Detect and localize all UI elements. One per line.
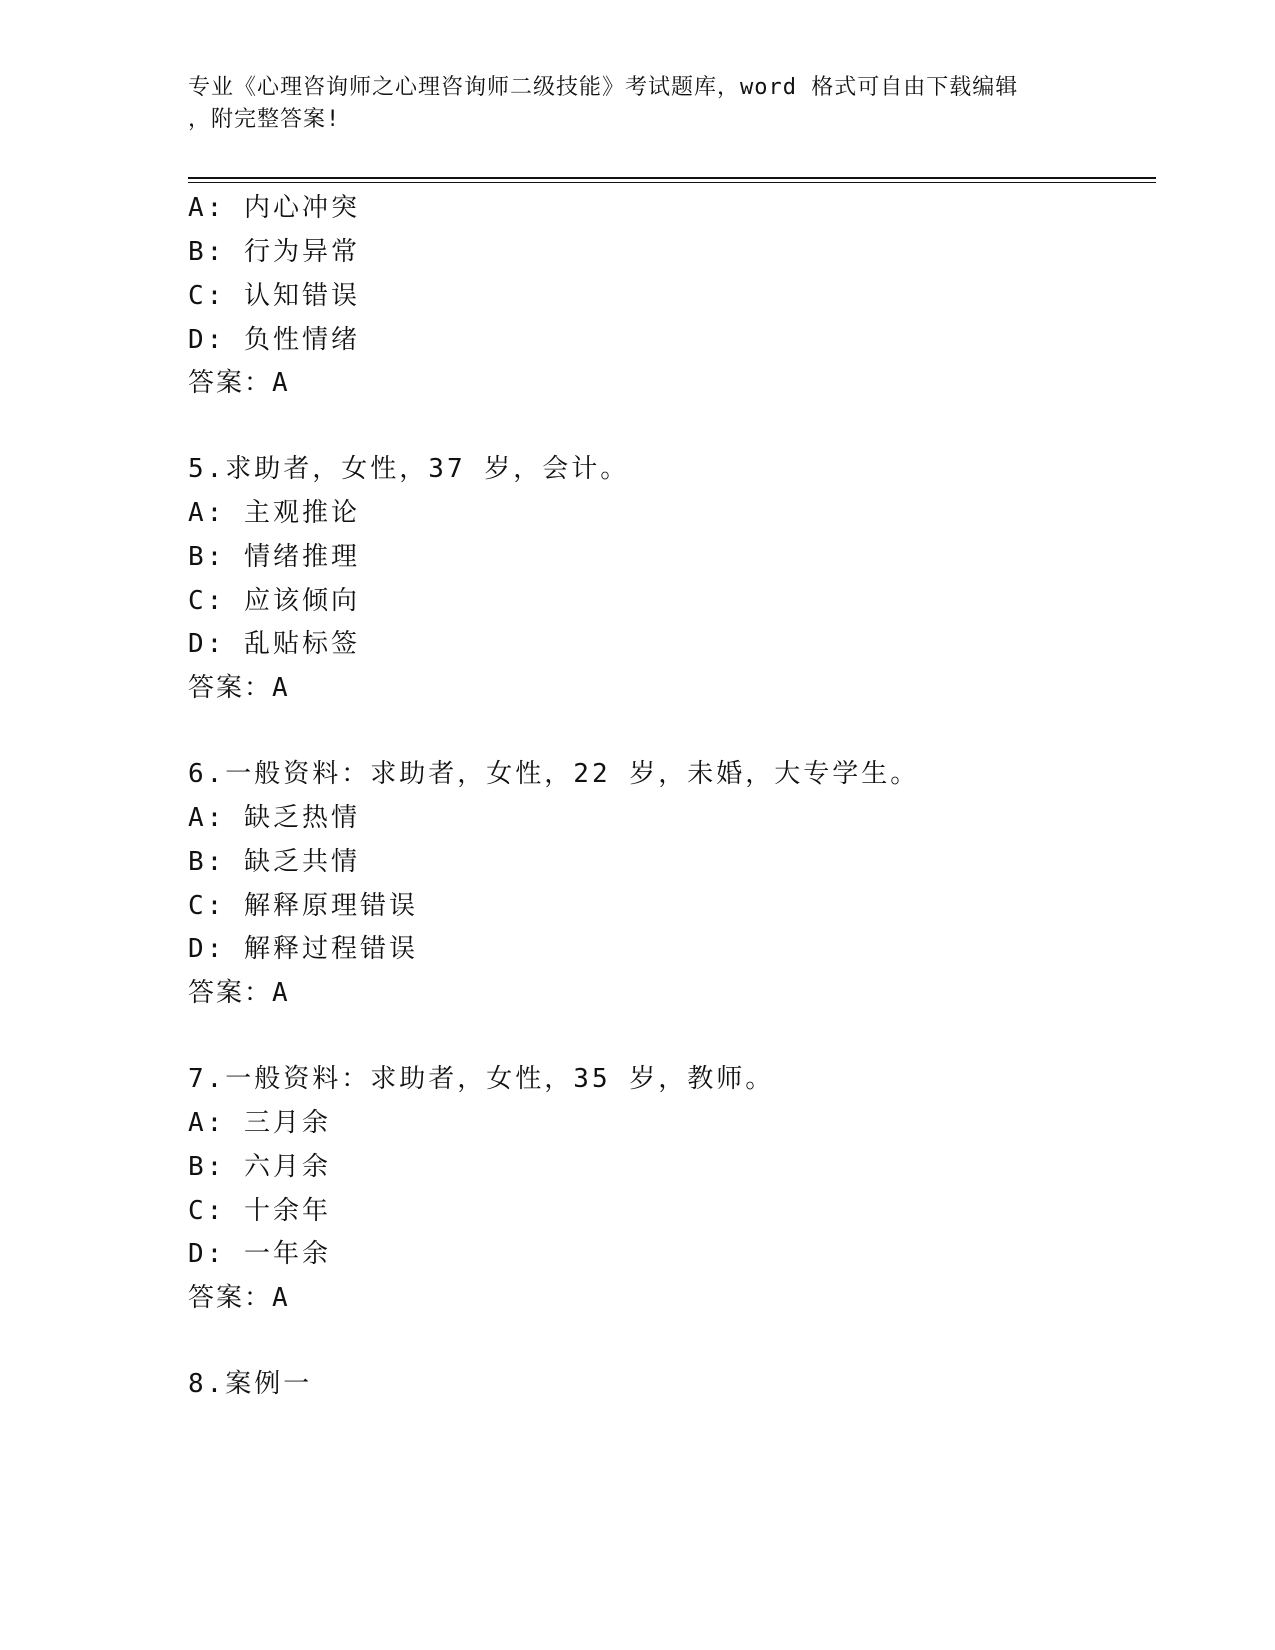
q6-option-d: D: 解释过程错误: [188, 934, 418, 964]
q5-question: 5.求助者，女性，37 岁，会计。: [188, 454, 630, 484]
q4-answer: 答案：A: [188, 368, 290, 398]
header-divider-thin: [188, 182, 1156, 183]
q6-question: 6.一般资料：求助者，女性，22 岁，未婚，大专学生。: [188, 759, 920, 789]
q5-option-b: B: 情绪推理: [188, 542, 360, 572]
q5-option-c: C: 应该倾向: [188, 586, 360, 616]
document-header: [188, 72, 1088, 136]
q6-answer: 答案：A: [188, 978, 290, 1008]
q6-option-c: C: 解释原理错误: [188, 891, 418, 921]
header-line-2: ，附完整答案!: [188, 107, 341, 132]
q4-option-c: C: 认知错误: [188, 281, 360, 311]
q7-option-d: D: 一年余: [188, 1239, 331, 1269]
q4-option-a: A: 内心冲突: [188, 193, 360, 223]
q6-option-b: B: 缺乏共情: [188, 847, 360, 877]
header-line-1: 专业《心理咨询师之心理咨询师二级技能》考试题库，word 格式可自由下载编辑: [188, 75, 1019, 100]
header-divider-thick: [188, 177, 1156, 179]
q7-option-c: C: 十余年: [188, 1196, 331, 1226]
q7-option-a: A: 三月余: [188, 1108, 331, 1138]
q7-answer: 答案：A: [188, 1283, 290, 1313]
q7-question: 7.一般资料：求助者，女性，35 岁，教师。: [188, 1064, 775, 1094]
q6-option-a: A: 缺乏热情: [188, 803, 360, 833]
q4-option-d: D: 负性情绪: [188, 325, 360, 355]
q4-option-b: B: 行为异常: [188, 237, 360, 267]
q8-question: 8.案例一: [188, 1369, 313, 1399]
q5-answer: 答案：A: [188, 673, 290, 703]
q5-option-d: D: 乱贴标签: [188, 629, 360, 659]
q7-option-b: B: 六月余: [188, 1152, 331, 1182]
q5-option-a: A: 主观推论: [188, 498, 360, 528]
